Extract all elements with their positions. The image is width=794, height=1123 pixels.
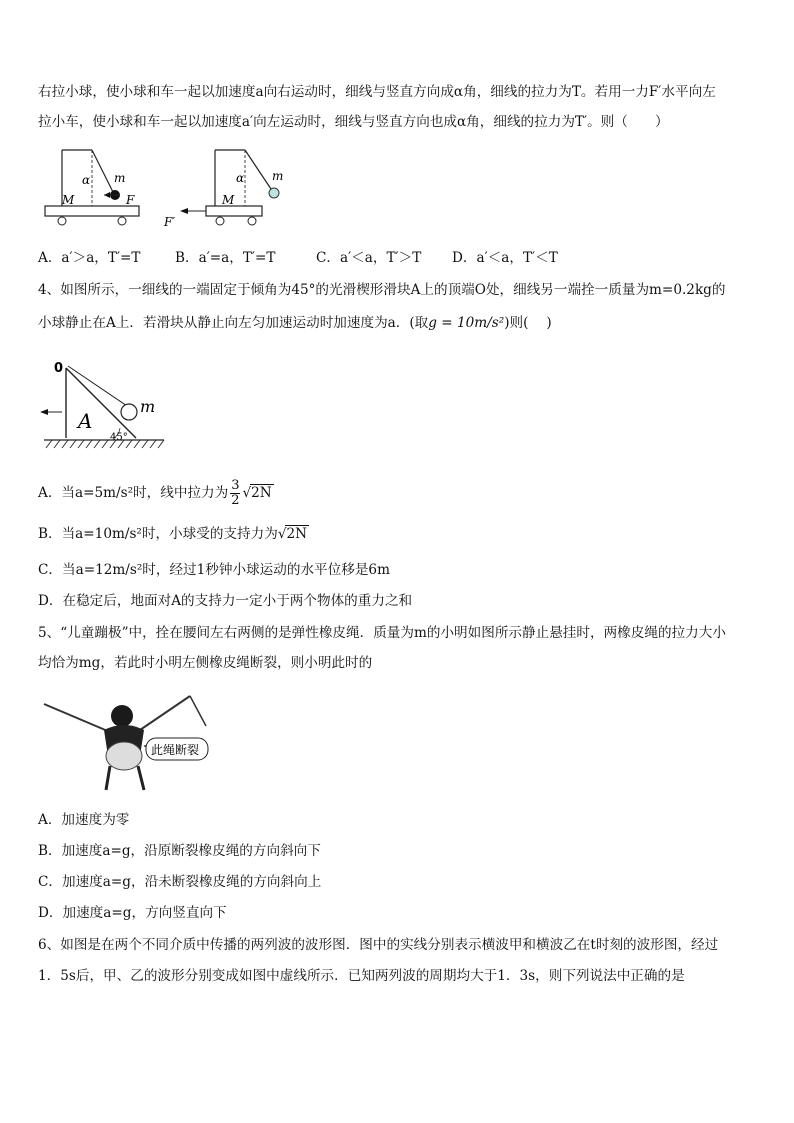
q3-left-alpha: α bbox=[82, 173, 91, 187]
q4-option-b-radicand: 2N bbox=[286, 526, 308, 542]
q5-figure-label: 此绳断裂 bbox=[151, 743, 200, 757]
q6-text-line1: 6、如图是在两个不同介质中传播的两列波的波形图．图中的实线分别表示横波甲和横波乙在t时刻的波形图，经过 bbox=[38, 937, 719, 953]
q3-right-F: F′ bbox=[164, 215, 176, 229]
q5-option-b: B．加速度a=g，沿原断裂橡皮绳的方向斜向下 bbox=[38, 843, 321, 859]
q3-text-line2: 拉小车，使小球和车一起以加速度a′向左运动时，细线与竖直方向也成α角，细线的拉力为T′。则（ ） bbox=[38, 114, 669, 130]
q3-figure-left bbox=[42, 142, 162, 230]
q4-option-c: C．当a=12m/s²时，经过1秒钟小球运动的水平位移是6m bbox=[38, 562, 390, 578]
q4-line2-part2: )则( ) bbox=[504, 315, 552, 331]
q3-option-d: D．a′＜a，T′＜T bbox=[452, 250, 558, 266]
q5-option-a: A．加速度为零 bbox=[38, 812, 130, 828]
q4-text-line1: 4、如图所示，一细线的一端固定于倾角为45°的光滑楔形滑块A上的顶端O处，细线另一端拴一质量为m=0.2kg的 bbox=[38, 282, 726, 298]
q3-right-alpha: α bbox=[236, 171, 245, 185]
q3-option-c: C．a′＜a，T′＞T bbox=[316, 250, 422, 266]
q4-option-a-den: 2 bbox=[231, 493, 240, 508]
q4-figure bbox=[40, 356, 180, 456]
q4-option-a-radicand: 2N bbox=[251, 485, 272, 501]
q4-line2-part1: 小球静止在A上．若滑块从静止向左匀加速运动时加速度为a．(取 bbox=[38, 315, 429, 331]
q3-text-line1: 右拉小球，使小球和车一起以加速度a向右运动时，细线与竖直方向成α角，细线的拉力为T。若用一力F′水平向左 bbox=[38, 84, 716, 100]
q4-option-b bbox=[38, 524, 309, 544]
q4-option-a-fraction bbox=[230, 479, 240, 508]
q3-right-m: m bbox=[272, 169, 284, 183]
sqrt-icon: √ bbox=[242, 485, 252, 501]
q3-left-M: M bbox=[62, 193, 75, 207]
q5-text-line2: 均恰为mg，若此时小明左侧橡皮绳断裂，则小明此时的 bbox=[38, 655, 373, 671]
q4-fig-O: 0 bbox=[54, 361, 64, 376]
q5-figure bbox=[40, 686, 220, 796]
q4-fig-A: A bbox=[78, 409, 93, 433]
q4-g-value: g = 10m/s² bbox=[428, 315, 505, 331]
q3-option-b: B．a′=a，T′=T bbox=[175, 250, 276, 266]
q3-left-m: m bbox=[114, 171, 126, 185]
q4-option-a-text: A．当a=5m/s²时，线中拉力为 bbox=[38, 485, 229, 501]
q4-fig-m: m bbox=[140, 397, 156, 416]
q3-left-F: F bbox=[126, 193, 135, 207]
q3-figure-right bbox=[160, 142, 284, 230]
q4-option-d: D．在稳定后，地面对A的支持力一定小于两个物体的重力之和 bbox=[38, 593, 413, 609]
q4-option-a-num: 3 bbox=[231, 478, 240, 493]
q4-option-a bbox=[38, 478, 274, 508]
q3-right-M: M bbox=[222, 193, 235, 207]
q4-text-line2 bbox=[38, 313, 552, 333]
q5-option-d: D．加速度a=g，方向竖直向下 bbox=[38, 905, 227, 921]
sqrt-icon: √ bbox=[277, 526, 287, 542]
q5-text-line1: 5、“儿童蹦极”中，拴在腰间左右两侧的是弹性橡皮绳．质量为m的小明如图所示静止悬挂时，两橡皮绳的拉力大小 bbox=[38, 625, 726, 641]
q6-text-line2: 1．5s后，甲、乙的波形分别变成如图中虚线所示．已知两列波的周期均大于1．3s，则下列说法中正确的是 bbox=[38, 968, 685, 984]
q4-option-b-text: B．当a=10m/s²时，小球受的支持力为 bbox=[38, 526, 278, 542]
q3-option-a: A．a′＞a，T′=T bbox=[38, 250, 141, 266]
q4-fig-angle: 45° bbox=[110, 432, 128, 443]
q5-option-c: C．加速度a=g，沿未断裂橡皮绳的方向斜向上 bbox=[38, 874, 322, 890]
